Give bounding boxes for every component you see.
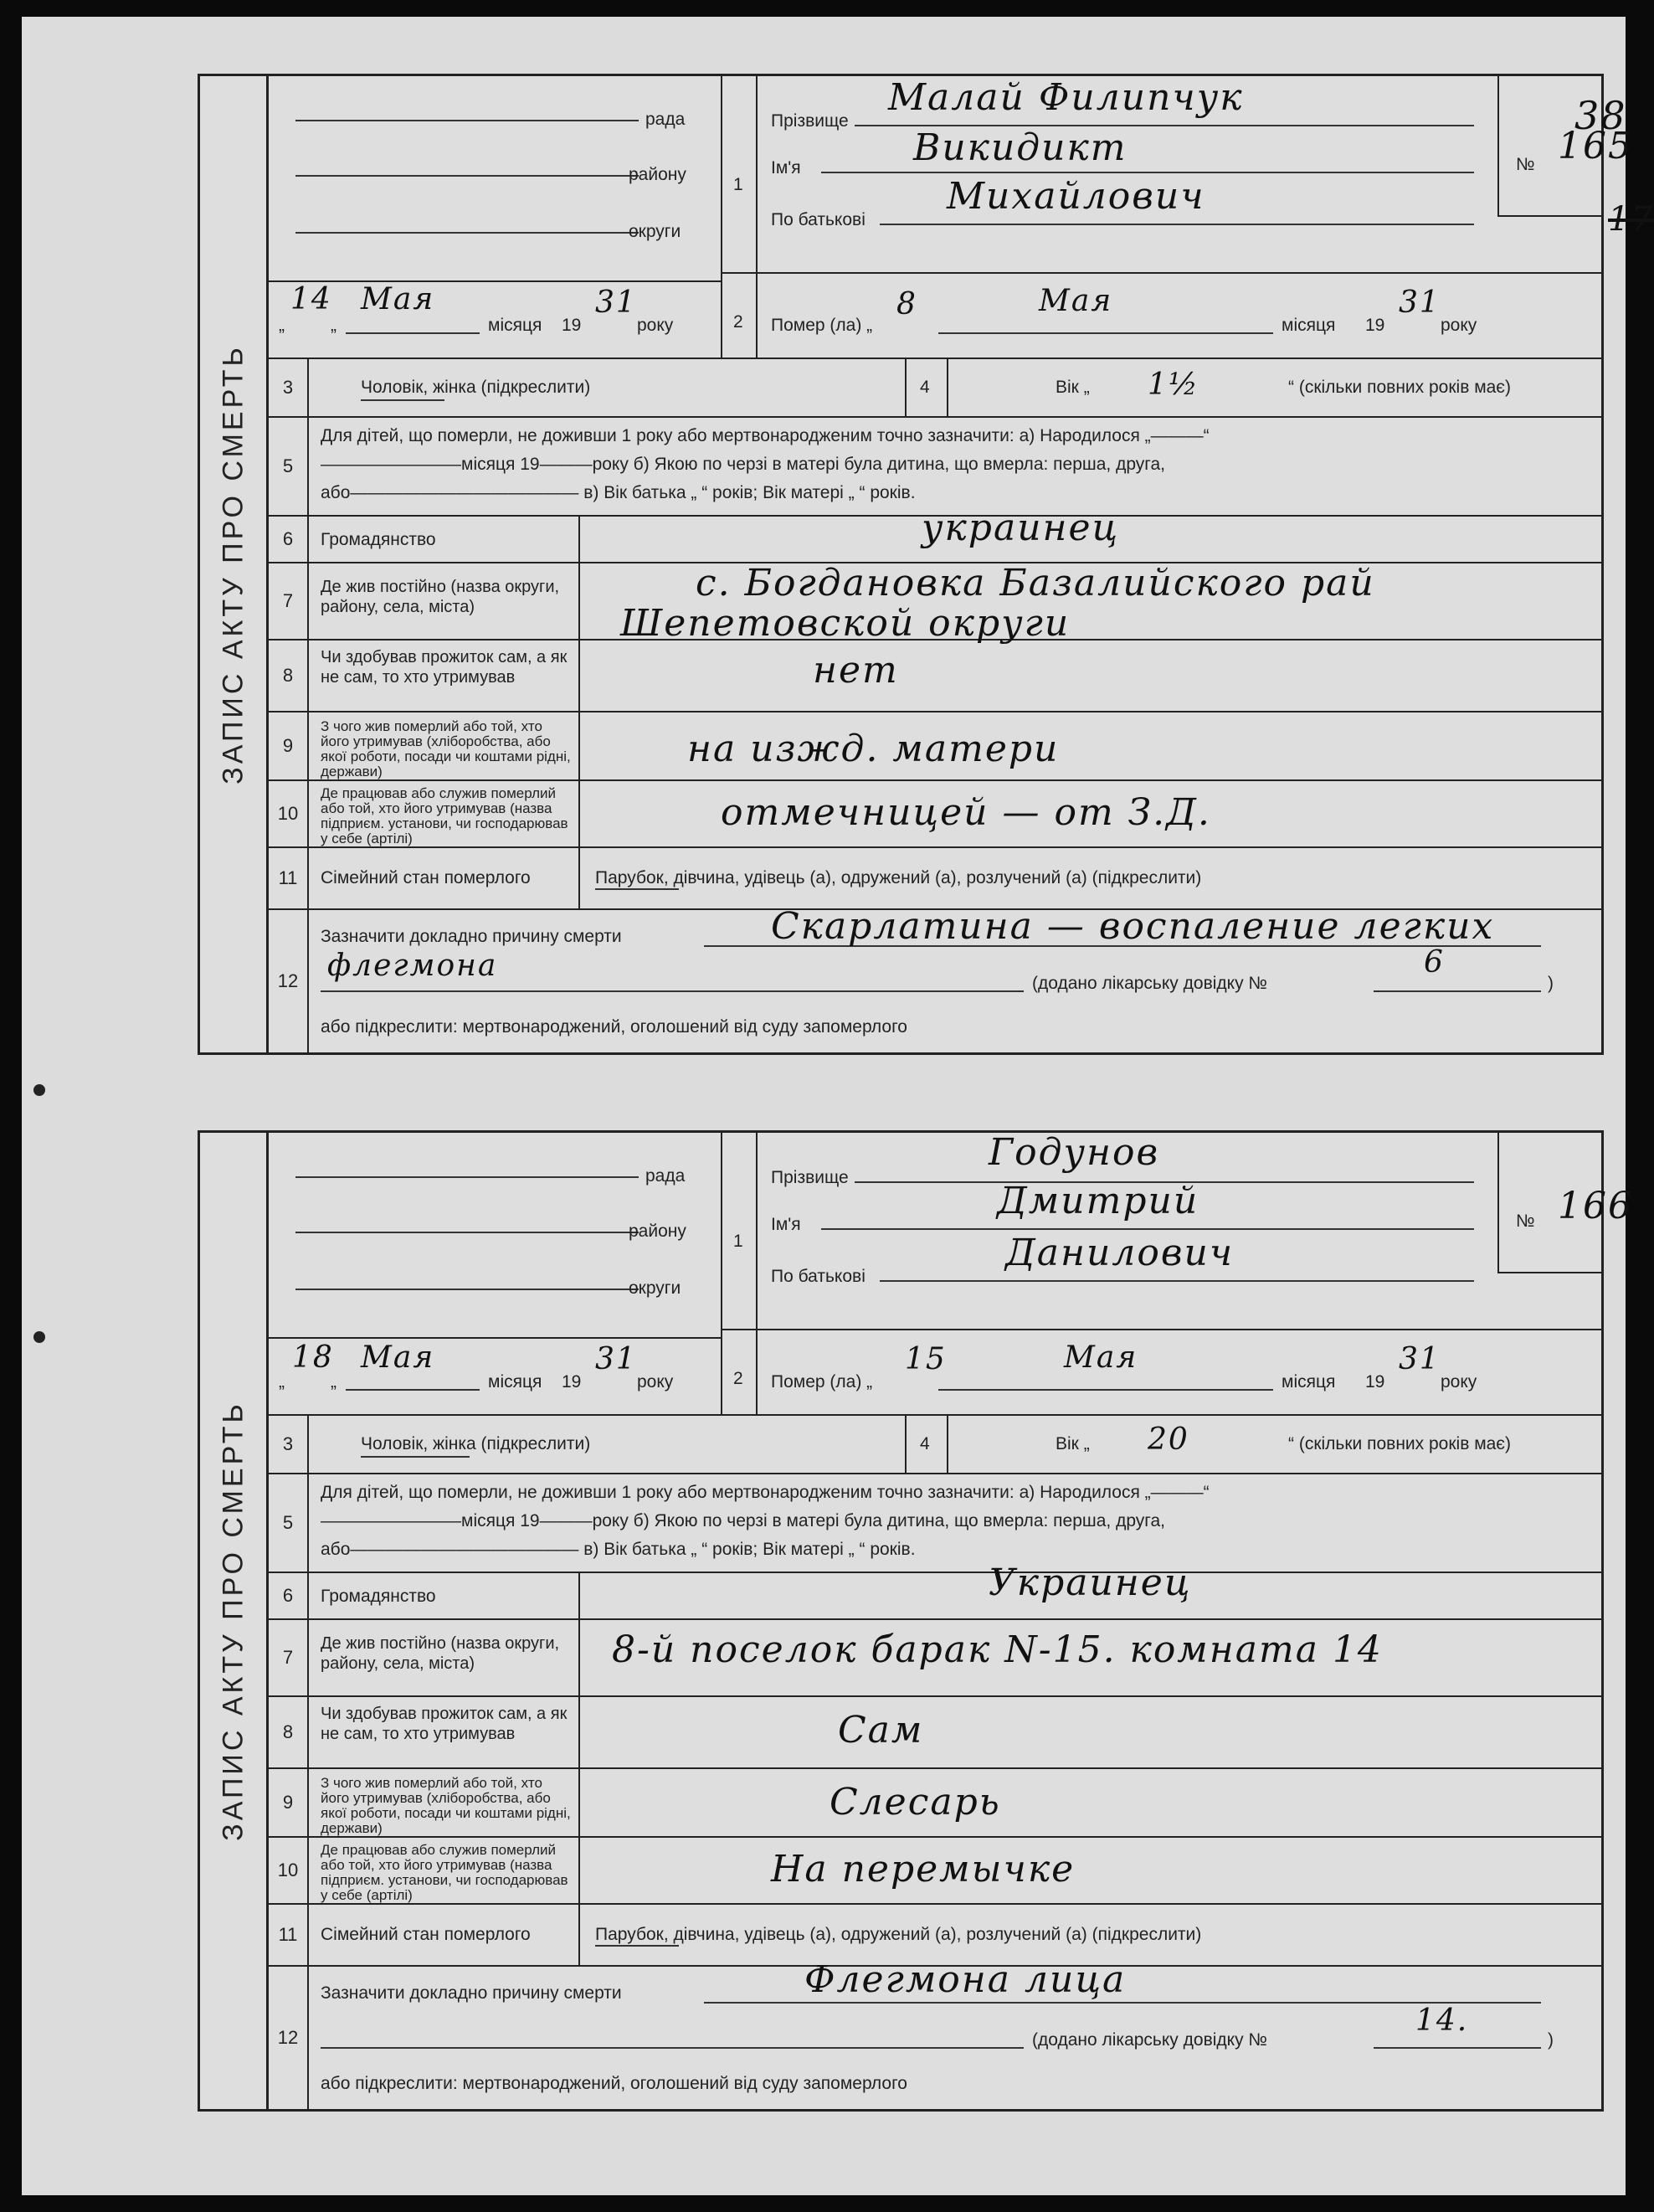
- label-workplace: Де працював або служив померлий або той, хто його утримував (назва підприєм. установи, чи господарював у себе (артілі): [321, 785, 568, 846]
- hw-record-number: 165: [1558, 125, 1633, 167]
- row-citizenship: [269, 507, 1601, 563]
- hw-name: Дмитрий: [997, 1180, 1199, 1222]
- hw-death-day: 15: [905, 1342, 947, 1376]
- hw-age: 20: [1148, 1422, 1189, 1457]
- row-citizenship: [269, 1561, 1601, 1620]
- hw-death-year: 31: [1399, 1342, 1441, 1376]
- label-stillborn: або підкреслити: мертвонароджений, оголошений від суду запомерлого: [321, 1017, 907, 1037]
- label-month: місяця: [1282, 1372, 1336, 1392]
- row-number: 11: [269, 848, 309, 908]
- header-block: [269, 1131, 1633, 1416]
- row-workplace: [269, 1838, 1601, 1905]
- children-line-1: Для дітей, що померли, не доживши 1 року або мертвонародженим точно зазначити: а) Народилося „———“: [321, 1483, 1210, 1502]
- label-sex: Чоловік, жінка (підкреслити): [361, 378, 591, 397]
- hw-income-source: на изжд. матери: [687, 728, 1060, 770]
- label-income-source: З чого жив померлий або той, хто його утримував (хліборобства, або якої роботи, посади чи коштами рідні, держави): [321, 1775, 571, 1836]
- label-no: №: [1516, 155, 1535, 174]
- hw-record-number: 166: [1558, 1185, 1633, 1227]
- label-year-19: 19: [562, 1372, 582, 1392]
- row-number: 1: [733, 175, 743, 194]
- label-livelihood: Чи здобував прожиток сам, а як не сам, то хто утримував: [321, 648, 568, 687]
- hw-reg-year: 31: [595, 1342, 637, 1376]
- label-year-19: 19: [1365, 1372, 1385, 1392]
- hw-workplace: отмечницей — от З.Д.: [721, 791, 1211, 834]
- hw-death-year: 31: [1399, 286, 1441, 320]
- label-marital: Сімейний стан померлого: [321, 1925, 531, 1944]
- hw-age: 1½: [1148, 368, 1199, 402]
- row-number: 8: [269, 1697, 309, 1767]
- label-no: №: [1516, 1211, 1535, 1231]
- row-number: 11: [269, 1905, 309, 1965]
- label-year: року: [637, 1372, 674, 1392]
- row-number: 12: [269, 1967, 309, 2109]
- reg-date-close-quote: „: [331, 1372, 336, 1392]
- label-rada: рада: [645, 110, 686, 129]
- children-line-3: або————————————— в) Вік батька „ “ років; Вік матері „ “ років.: [321, 483, 916, 502]
- label-year: року: [1441, 316, 1477, 335]
- label-income-source: З чого жив померлий або той, хто його утримував (хліборобства, або якої роботи, посади чи коштами рідні, держави): [321, 718, 571, 779]
- row-number: 6: [269, 1573, 309, 1618]
- children-line-3: або————————————— в) Вік батька „ “ років; Вік матері „ “ років.: [321, 1540, 916, 1559]
- label-age: Вік „: [1056, 378, 1090, 397]
- row-number: 7: [269, 563, 309, 639]
- row-number: 8: [269, 640, 309, 711]
- label-residence: Де жив постійно (назва округи, району, села, міста): [321, 578, 560, 616]
- document-sheet: [22, 17, 1654, 2195]
- label-died: Помер (ла) „: [771, 316, 873, 335]
- hw-reg-year: 31: [595, 286, 637, 320]
- form-vertical-title: ЗАПИС АКТУ ПРО СМЕРТЬ: [200, 76, 269, 1052]
- label-marital: Сімейний стан померлого: [321, 868, 531, 887]
- hw-citizenship: Украинец: [989, 1561, 1192, 1604]
- label-livelihood: Чи здобував прожиток сам, а як не сам, то хто утримував: [321, 1705, 568, 1743]
- punch-hole: [33, 1084, 45, 1096]
- hw-patronymic: Михайлович: [947, 175, 1205, 218]
- hw-residence-1: с. Богдановка Базалийского рай: [696, 562, 1375, 604]
- row-cause: [269, 905, 1601, 1052]
- row-number: 9: [269, 1769, 309, 1836]
- hw-patronymic: Данилович: [1005, 1232, 1235, 1274]
- label-rada: рада: [645, 1166, 686, 1186]
- hw-cause: Флегмона лица: [804, 1958, 1127, 2001]
- hw-residence: 8-й поселок барак N-15. комната 14: [612, 1628, 1383, 1671]
- row-number: 9: [269, 712, 309, 779]
- row-number: 10: [269, 781, 309, 846]
- row-marital: [269, 1905, 1601, 1967]
- label-raion: району: [629, 165, 686, 184]
- label-name: Ім'я: [771, 1215, 801, 1234]
- hw-livelihood: нет: [813, 649, 899, 692]
- row-workplace: [269, 781, 1601, 848]
- row-number: 4: [920, 1434, 930, 1453]
- hw-certificate-number: 6: [1424, 945, 1445, 980]
- row-number: 2: [733, 1369, 743, 1388]
- hw-death-day: 8: [896, 287, 917, 322]
- hw-livelihood: Сам: [838, 1709, 924, 1752]
- row-income-source: [269, 1769, 1601, 1838]
- label-citizenship: Громадянство: [321, 530, 436, 549]
- death-record-form-1: [198, 74, 1654, 1055]
- reg-date-open-quote: „: [279, 1372, 285, 1392]
- hw-surname: Годунов: [989, 1131, 1160, 1174]
- label-patronymic: По батькові: [771, 210, 866, 229]
- row-residence: [269, 562, 1601, 645]
- row-number: 4: [920, 378, 930, 397]
- label-year-19: 19: [1365, 316, 1385, 335]
- death-record-form-2: [198, 1130, 1633, 2112]
- hw-reg-day: 14: [290, 282, 332, 316]
- label-surname: Прізвище: [771, 111, 849, 131]
- label-month: місяця: [488, 316, 542, 335]
- label-certificate: (додано лікарську довідку №: [1032, 2030, 1267, 2050]
- label-died: Помер (ла) „: [771, 1372, 873, 1392]
- punch-hole: [33, 1331, 45, 1343]
- label-surname: Прізвище: [771, 1168, 849, 1187]
- label-age-hint: “ (скільки повних років має): [1288, 378, 1512, 397]
- label-year-19: 19: [562, 316, 582, 335]
- row-number: 7: [269, 1620, 309, 1695]
- marital-options: Парубок, дівчина, удівець (а), одружений (а), розлучений (а) (підкреслити): [595, 1925, 1202, 1944]
- hw-reg-day: 18: [292, 1340, 334, 1375]
- label-month: місяця: [1282, 316, 1336, 335]
- reg-date-close-quote: „: [331, 316, 336, 335]
- label-year: року: [1441, 1372, 1477, 1392]
- label-paren: ): [1548, 974, 1554, 993]
- label-stillborn: або підкреслити: мертвонароджений, оголошений від суду запомерлого: [321, 2074, 907, 2093]
- row-number: 5: [269, 1474, 309, 1572]
- row-cause: [269, 1958, 1601, 2109]
- row-residence: [269, 1620, 1601, 1697]
- hw-cause-1: Скарлатина — воспаление легких: [771, 905, 1495, 948]
- label-okrug: округи: [629, 222, 681, 241]
- hw-surname: Малай Филипчук: [888, 76, 1244, 119]
- row-number: 1: [733, 1232, 743, 1251]
- row-marital: [269, 848, 1601, 910]
- row-sex-age: [269, 1416, 1601, 1474]
- row-children: [269, 418, 1601, 517]
- label-name: Ім'я: [771, 158, 801, 177]
- hw-income-source: Слесарь: [830, 1781, 1001, 1824]
- row-number: 2: [733, 312, 743, 332]
- hw-reg-month: Мая: [361, 1340, 435, 1375]
- row-number: 6: [269, 517, 309, 562]
- row-number: 5: [269, 418, 309, 515]
- hw-name: Викидикт: [913, 126, 1127, 169]
- hw-corner-number: 38: [1574, 93, 1627, 138]
- hw-workplace: На перемычке: [771, 1848, 1076, 1890]
- label-year: року: [637, 316, 674, 335]
- label-age-hint: “ (скільки повних років має): [1288, 1434, 1512, 1453]
- label-age: Вік „: [1056, 1434, 1090, 1453]
- hw-certificate-number: 14.: [1415, 2004, 1469, 2038]
- label-sex: Чоловік, жінка (підкреслити): [361, 1434, 591, 1453]
- row-sex-age: [269, 359, 1601, 418]
- hw-crossed-number: 17: [1608, 200, 1654, 239]
- row-number: 10: [269, 1838, 309, 1903]
- hw-cause-2: флегмона: [327, 949, 498, 983]
- hw-residence-2: Шепетовской округи: [620, 602, 1071, 645]
- form-vertical-title: ЗАПИС АКТУ ПРО СМЕРТЬ: [200, 1133, 269, 2109]
- label-cause: Зазначити докладно причину смерти: [321, 1983, 622, 2003]
- label-paren: ): [1548, 2030, 1554, 2050]
- row-number: 3: [269, 359, 309, 416]
- row-children: [269, 1474, 1601, 1573]
- children-line-2: ————————місяця 19———року б) Якою по черзі в матері була дитина, що вмерла: перша, друга,: [321, 1511, 1165, 1530]
- row-number: 3: [269, 1416, 309, 1473]
- marital-options: Парубок, дівчина, удівець (а), одружений (а), розлучений (а) (підкреслити): [595, 868, 1202, 887]
- children-line-1: Для дітей, що померли, не доживши 1 року або мертвонародженим точно зазначити: а) Народилося „———“: [321, 426, 1210, 445]
- label-raion: району: [629, 1222, 686, 1241]
- children-line-2: ————————місяця 19———року б) Якою по черзі в матері була дитина, що вмерла: перша, друга,: [321, 455, 1165, 474]
- row-number: 12: [269, 910, 309, 1052]
- row-livelihood: [269, 1697, 1601, 1769]
- label-certificate: (додано лікарську довідку №: [1032, 974, 1267, 993]
- label-cause: Зазначити докладно причину смерти: [321, 927, 622, 946]
- row-livelihood: [269, 640, 1601, 712]
- hw-death-month: Мая: [1039, 284, 1113, 318]
- label-workplace: Де працював або служив померлий або той, хто його утримував (назва підприєм. установи, чи господарював у себе (артілі): [321, 1842, 568, 1903]
- header-block: [269, 76, 1654, 359]
- hw-reg-month: Мая: [361, 282, 435, 316]
- label-month: місяця: [488, 1372, 542, 1392]
- reg-date-open-quote: „: [279, 316, 285, 335]
- row-income-source: [269, 712, 1601, 781]
- label-residence: Де жив постійно (назва округи, району, села, міста): [321, 1634, 560, 1673]
- hw-citizenship: украинец: [922, 507, 1120, 549]
- label-patronymic: По батькові: [771, 1267, 866, 1286]
- label-citizenship: Громадянство: [321, 1587, 436, 1606]
- hw-death-month: Мая: [1064, 1340, 1138, 1375]
- label-okrug: округи: [629, 1278, 681, 1298]
